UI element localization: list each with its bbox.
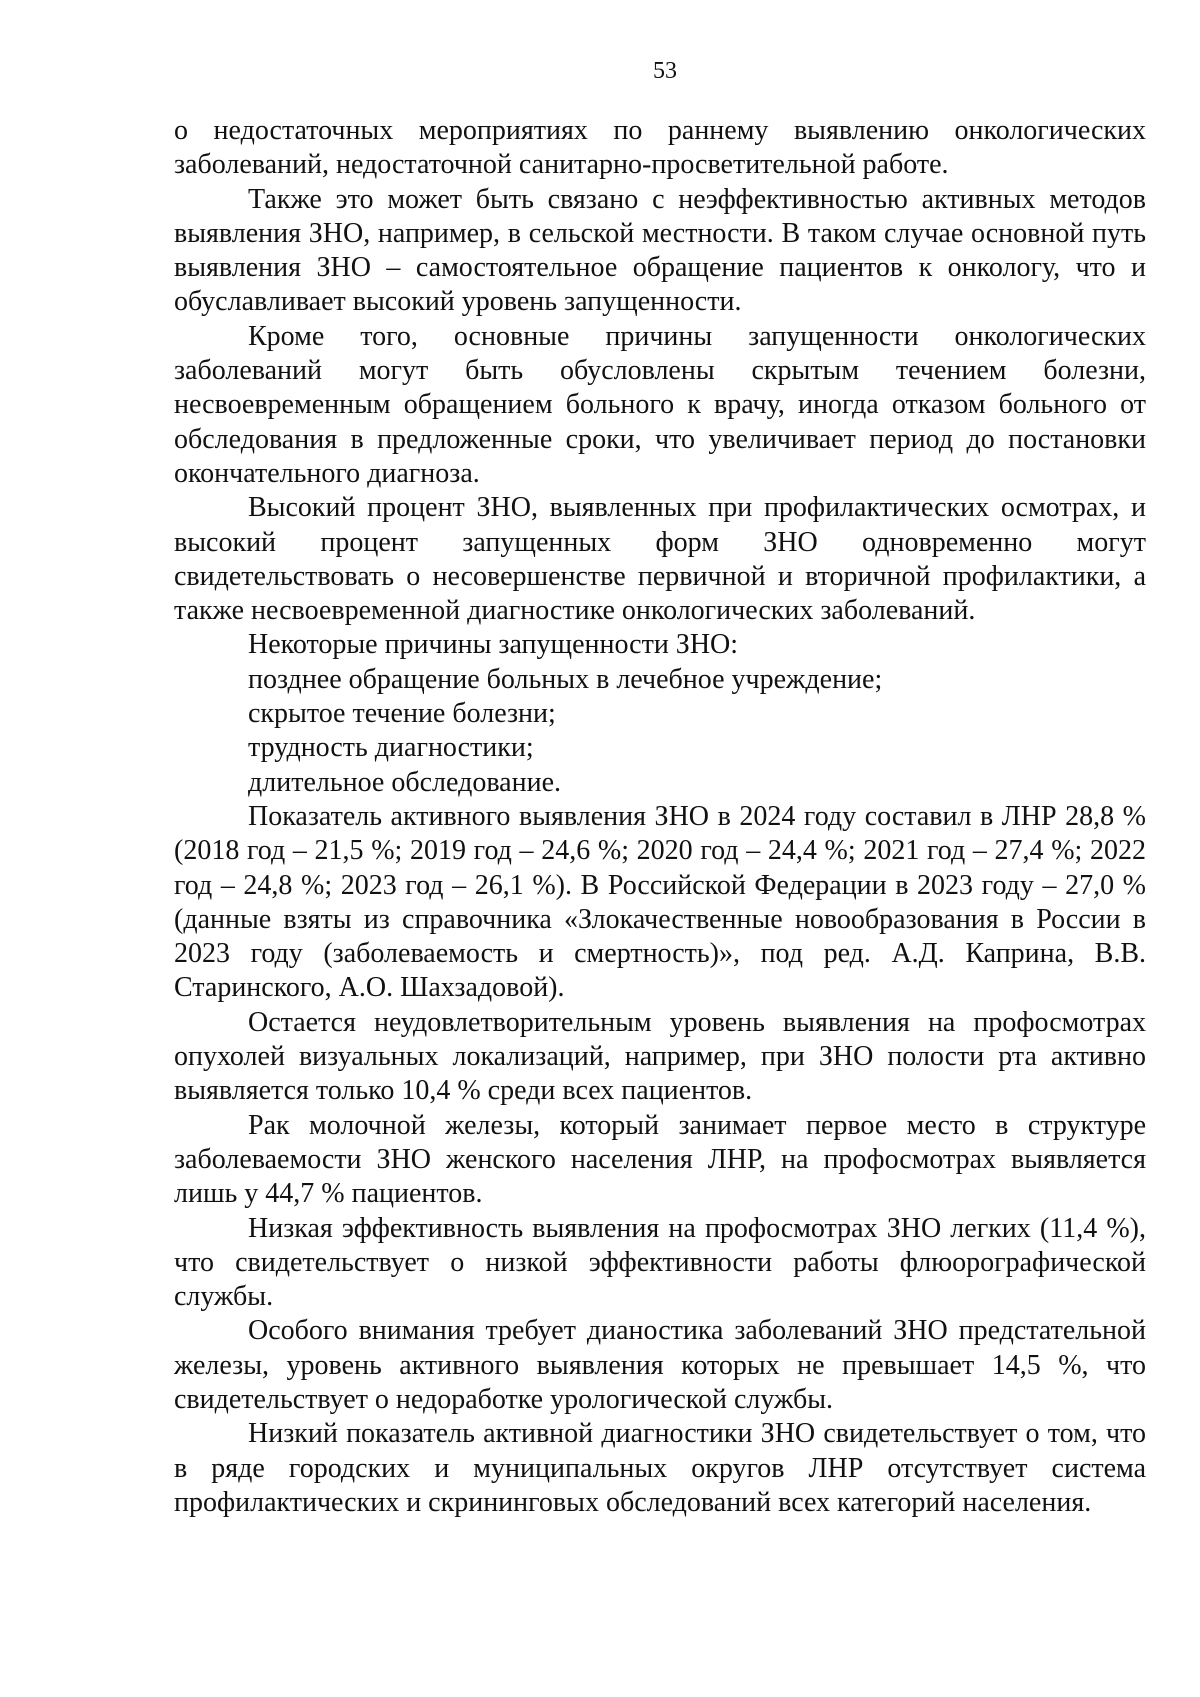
causes-heading: Некоторые причины запущенности ЗНО: [248,629,739,661]
paragraph-breast-cancer: Рак молочной железы, который занимает первое место в структуре заболеваемости ЗНО женского населения ЛНР, на профосмотрах выявляется лишь у 44,7 % пациентов. [174,1109,1146,1210]
causes-list [174,663,1146,800]
paragraph-active-detection-rate: Показатель активного выявления ЗНО в 2024 году составил в ЛНР 28,8 % (2018 год – 21,5 %; 2019 год – 24,6 %; 2020 год – 24,4 %; 2021 год – 27,4 %; 2022 год – 24,8 %; 2023 год – 26,1 %). В Российской Федерации в 2023 году – 27,0 % (данные взяты из справочника «Злокачественные новообразования в России в 2023 году (заболеваемость и смертность)», под ред. А.Д. Каприна, В.В. Старинского, А.О. Шахзадовой). [174,800,1146,1004]
paragraph-prostate-cancer: Особого внимания требует дианостика заболеваний ЗНО предстательной железы, уровень активного выявления которых не превышает 14,5 %, что свидетельствует о недоработке урологической службы. [174,1315,1146,1415]
causes-list-item: позднее обращение больных в лечебное учреждение; [248,663,883,695]
paragraph-main-causes-neglect: Кроме того, основные причины запущенности онкологических заболеваний могут быть обусловлены скрытым течением болезни, несвоевременным обращением больного к врачу, иногда отказом больного от обследования в предложенные сроки, что увеличивает период до постановки окончательного диагноза. [174,320,1146,489]
page-number: 53 [653,58,677,84]
causes-list-item: скрытое течение болезни; [248,698,556,730]
paragraph-lung-cancer: Низкая эффективность выявления на профосмотрах ЗНО легких (11,4 %), что свидетельствует о низкой эффективности работы флюорографической службы. [174,1212,1146,1313]
causes-list-item: длительное обследование. [248,766,561,798]
causes-list-item: трудность диагностики; [248,732,534,764]
paragraph-inefficiency-active-methods: Также это может быть связано с неэффективностью активных методов выявления ЗНО, например, в сельской местности. В таком случае основной путь выявления ЗНО – самостоятельное обращение пациентов к онкологу, что и обуславливает высокий уровень запущенности. [174,183,1146,318]
paragraph-high-percent-prevention: Высокий процент ЗНО, выявленных при профилактических осмотрах, и высокий процент запущенных форм ЗНО одновременно могут свидетельствовать о несовершенстве первичной и вторичной профилактики, а также несвоевременной диагностике онкологических заболеваний. [174,492,1146,627]
paragraph-screening-system: Низкий показатель активной диагностики ЗНО свидетельствует о том, что в ряде городских и муниципальных округов ЛНР отсутствует система профилактических и скрининговых обследований всех категорий населения. [174,1418,1146,1518]
paragraph-visual-localizations: Остается неудовлетворительным уровень выявления на профосмотрах опухолей визуальных локализаций, например, при ЗНО полости рта активно выявляется только 10,4 % среди всех пациентов. [174,1006,1146,1107]
document-body [174,114,1146,1520]
paragraph-intro-continuation: о недостаточных мероприятиях по раннему выявлению онкологических заболеваний, недостаточной санитарно-просветительной работе. [174,115,1146,181]
